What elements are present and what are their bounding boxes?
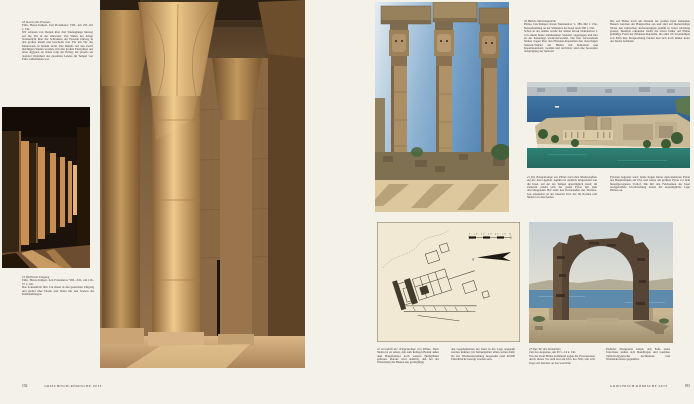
photo-edfu-pronaos	[100, 0, 305, 368]
caption-body: Das Sonnenlicht fällt von Osten in den gedeckten Umgang und gleitet über Decke und Wand mit den Szenen der Kulthandlungen.	[22, 285, 94, 297]
plan-philae-drawing	[377, 222, 520, 342]
left-page-footer	[22, 384, 102, 388]
caption-source: Edfu, Horus-Tempel, Zeit Ptolemaios' VIII.–XII., um 116–57 v. Chr.	[22, 278, 94, 286]
caption-body: Flußufer übergesetzt haben. Am Fuße eines Unterbaus stehen sich Rundbögen und Gesimse römisch-ägyptischer Architektur- und Wanddekoration gegenüber.	[606, 347, 670, 362]
edfu-ambulatory-illustration	[2, 107, 90, 268]
photo-philae-aerial	[527, 82, 690, 168]
caption-source: Edfu, Horus-Tempel, Zeit Ptolemaios' VIII., um 150–116 v. Chr.	[22, 23, 93, 31]
caption-aerial-col1	[527, 176, 597, 199]
caption-body: Wir schauen von Westen über drei Säulengänge hinweg auf die Tür in der Ostwand. Von Süden her dringt Sonnenlicht über die Schranken der Fassade hinweg in den großen Raum und bescheint dort Tür um Tür das Mauerwerk in hellem Licht. Die Reliefs auf den zwölf mächtigen Säulen wenden sich den großen Festzyklen des alten Ägypten zu; ihnen folgt der König, der jeweils als oberster Opferherr des gesamten Landes im Tempel von Edfu willkommen war.	[22, 30, 93, 62]
right-page-footer	[529, 384, 690, 388]
photo-edfu-ambulatory	[2, 107, 90, 268]
caption-aerial-col2	[610, 176, 690, 193]
philae-aerial-illustration	[527, 82, 690, 168]
caption-hathor-col1	[524, 20, 598, 54]
left-page-number: 192	[22, 384, 28, 388]
right-page-number: 193	[684, 384, 690, 388]
caption-title: 23 Das Tor des Diokletian	[529, 347, 561, 351]
caption-title: 19 Westlicher Umgang	[22, 275, 50, 279]
plan-north-label: N	[472, 257, 475, 262]
philae-site-plan	[377, 222, 520, 342]
photo-diocletian-arch	[529, 222, 673, 343]
caption-plan-col2	[451, 348, 515, 361]
caption-title: 20 Hathor-Säulenkapitelle	[524, 19, 556, 23]
caption-title: 22 Grundriß der Tempelanlage von Philae.	[377, 347, 432, 351]
caption-body: Pylonen begrenzt wird; beide liegen hinter dem kleineren Pylon des Haupttempels am Ufer und weiter am größten Pylon vor dem hinaufgezogenen Vorhof. Die mit den Feldsteinen der Insel nachgebildete Uferböschung deutet die ursprüngliche Lage Philaes an.	[610, 175, 690, 193]
caption-arch-col2	[606, 348, 670, 361]
caption-body: Schon in der Antike wurde der kleine Kiosk Nektanebos' I. von einem heute unbekannten Standort abgetragen und hier an der Kaianlage wiederverwendet. Die hier verwendeten Säulen tragen über den Pflanzen-Kapitellen den viereckigen Sistrum-Würfel der Hathor mit Kuhohren und Kapellenaufsatz; Gesims und Architrav sind eine besondere Ausprägung der Spätzeit.	[524, 29, 598, 54]
plan-scale-label: 0 10 20 30 40 50 m	[469, 233, 511, 236]
caption-edfu-pronaos	[22, 21, 93, 62]
caption-body: Von der Insel Philae kommend zogen die Prozessionen durch dieses Tor zum Kai am Ufer des Nils; alle acht Tage soll Isis hier an das westliche	[529, 354, 595, 365]
left-running-title: GRIECHISCH-RÖMISCHE ZEIT	[44, 384, 102, 388]
caption-source: Philae, Isis-Tempel, Kiosk Nektanebos' I., 380–362 v. Chr., Neuaufstellung an der Südspitze der Insel nach 300 v. Chr.	[524, 22, 598, 30]
caption-edfu-umgang	[22, 276, 94, 296]
caption-body: Die auf Philae noch am Ostrand der großen Insel stehenden Bauten weichen der Hauptachse aus und sind auf merkwürdige Weise den kultischen Anforderungen gemäß in freier Ordnung gesetzt. Deutlich erkennbar bleibt die schon früher auf Philae geläufige Form der Pflanzen-Kapitelle, die einst im Stromtempel von Edfu ihre Entsprechung fanden und sich noch immer unter der Decke befinden.	[610, 19, 690, 44]
caption-title: 21 Die Tempelanlage von Philae nach dem Wiederaufbau auf der Insel Agilkia.	[527, 175, 597, 183]
caption-body: Nach Süden ist zu sehen, daß zum heiligen Bezirk außer dem Haupttempel noch weitere Heiligtümer gehören. Daraus wird deutlich, daß bei der Umsetzung die Bauten nur geringfügig	[377, 347, 439, 365]
caption-arch-col1	[529, 348, 595, 365]
right-running-title: GRIECHISCH-RÖMISCHE ZEIT	[610, 384, 668, 388]
photo-philae-hathor-columns	[375, 2, 509, 212]
caption-hathor-col2	[610, 20, 690, 43]
edfu-pronaos-illustration	[100, 0, 305, 368]
hathor-columns-illustration	[375, 2, 509, 212]
caption-source: Zeit des Augustus, um 30 v.–14 n. Chr.	[529, 350, 576, 355]
caption-plan-col1	[377, 348, 439, 365]
diocletian-arch-illustration	[529, 222, 673, 343]
caption-body: den Gegebenheiten der Insel in der Lage angepaßt werden mußten; im Tempelgebiet allein sollen dafür bis zur Wiedereinweihung insgesamt rund 40.000 Einzelblöcke bewegt worden sein.	[451, 347, 515, 362]
caption-body: Agilkia ist deutlich umgestaltet wie die Insel, auf der der Tempel ursprünglich stand; im Zentrum erhebt sich der große Pylon mit dem davorliegenden Hof samt den Kolonnaden des Dromos. Gut erkennbar ist der innerste Teil, der im Norden und Süden von den beiden	[527, 178, 598, 200]
caption-title: 18 Inneres des Pronaos	[22, 20, 51, 24]
